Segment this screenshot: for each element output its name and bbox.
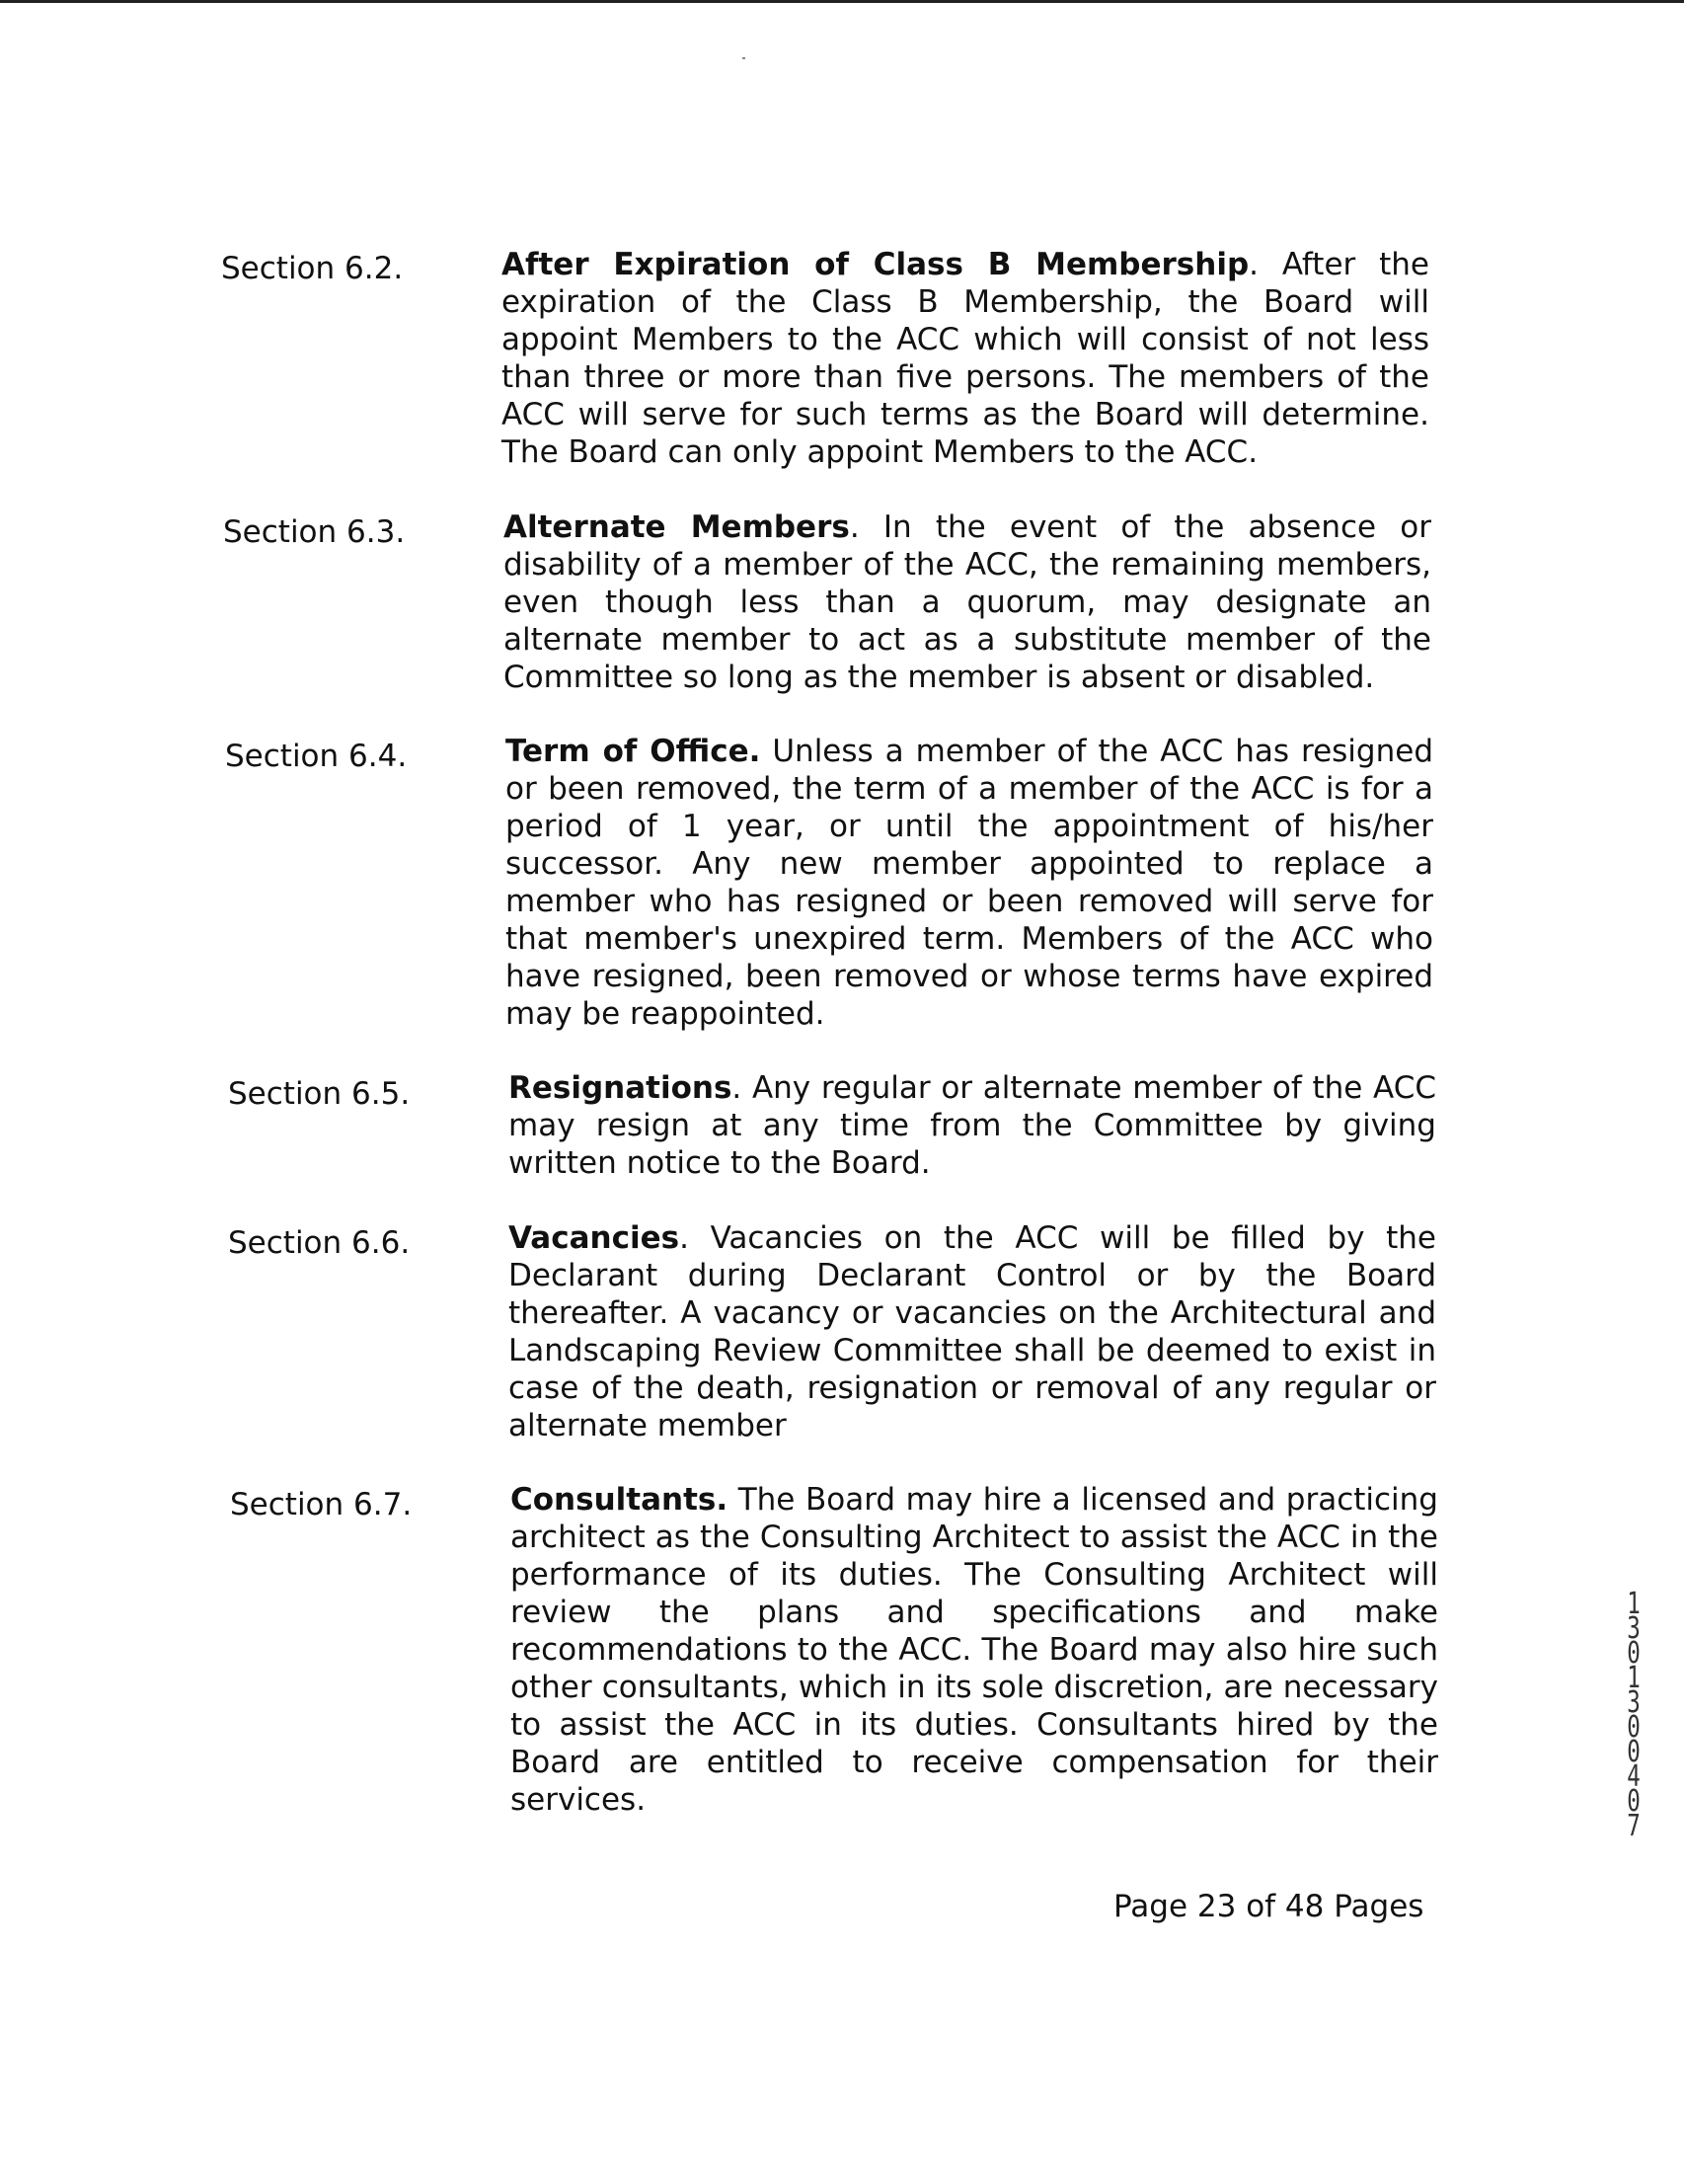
section-body: [505, 733, 1433, 1033]
scan-speck: [742, 57, 745, 59]
section-text: . After the expiration of the Class B Membership, the Board will appoint Members to the ACC which will consist of not less than three or more than five persons. The members of the ACC will serve for such terms as the Board will determine. The Board can only appoint Members to the ACC.: [501, 247, 1429, 470]
section-number: Section 6.7.: [230, 1487, 413, 1522]
page-number-footer: Page 23 of 48 Pages: [1113, 1889, 1424, 1924]
section-heading: Consultants.: [510, 1482, 728, 1518]
section-text: . In the event of the absence or disability of a member of the ACC, the remaining members, even though less than a quorum, may designate an alternate member to act as a substitute member of the Committee so long as the member is absent or disabled.: [503, 509, 1431, 695]
section-heading: Alternate Members: [503, 509, 850, 545]
section-text: The Board may hire a licensed and practicing architect as the Consulting Architect to assist the ACC in the performance of its duties. The Consulting Architect will review the plans and specifications and make recommendations to the ACC. The Board may also hire such other consultants, which in its sole discretion, are necessary to assist the ACC in its duties. Consultants hired by the Board are entitled to receive compensation for their services.: [510, 1482, 1438, 1818]
section-heading: Resignations: [508, 1070, 732, 1106]
section-body: [510, 1481, 1438, 1819]
section-number: Section 6.2.: [221, 251, 404, 286]
section-text: Unless a member of the ACC has resigned or been removed, the term of a member of the ACC is for a period of 1 year, or until the appointment of his/her successor. Any new member appointed to replace a member who has resigned or been removed will serve for that member's unexpired term. Members of the ACC who have resigned, been removed or whose terms have expired may be reappointed.: [505, 734, 1433, 1032]
section-text: . Any regular or alternate member of the ACC may resign at any time from the Committee by giving written notice to the Board.: [508, 1070, 1436, 1181]
section-body: [508, 1219, 1436, 1444]
section-heading: After Expiration of Class B Membership: [501, 247, 1250, 282]
section-number: Section 6.5.: [228, 1076, 411, 1112]
section-number: Section 6.3.: [223, 514, 406, 550]
section-body: [508, 1069, 1436, 1182]
section-number: Section 6.6.: [228, 1225, 411, 1261]
section-body: [501, 246, 1429, 471]
section-body: [503, 508, 1431, 696]
section-number: Section 6.4.: [225, 739, 408, 774]
section-heading: Term of Office.: [505, 734, 761, 769]
page-top-edge: [0, 0, 1684, 3]
section-text: . Vacancies on the ACC will be filled by the Declarant during Declarant Control or by the Board thereafter. A vacancy or vacancies on the Architectural and Landscaping Review Committee shall be deemed to exist in case of the death, resignation or removal of any regular or alternate member: [508, 1220, 1436, 1443]
document-number-stamp: 13013 00407: [1627, 1587, 1641, 1843]
section-heading: Vacancies: [508, 1220, 680, 1256]
